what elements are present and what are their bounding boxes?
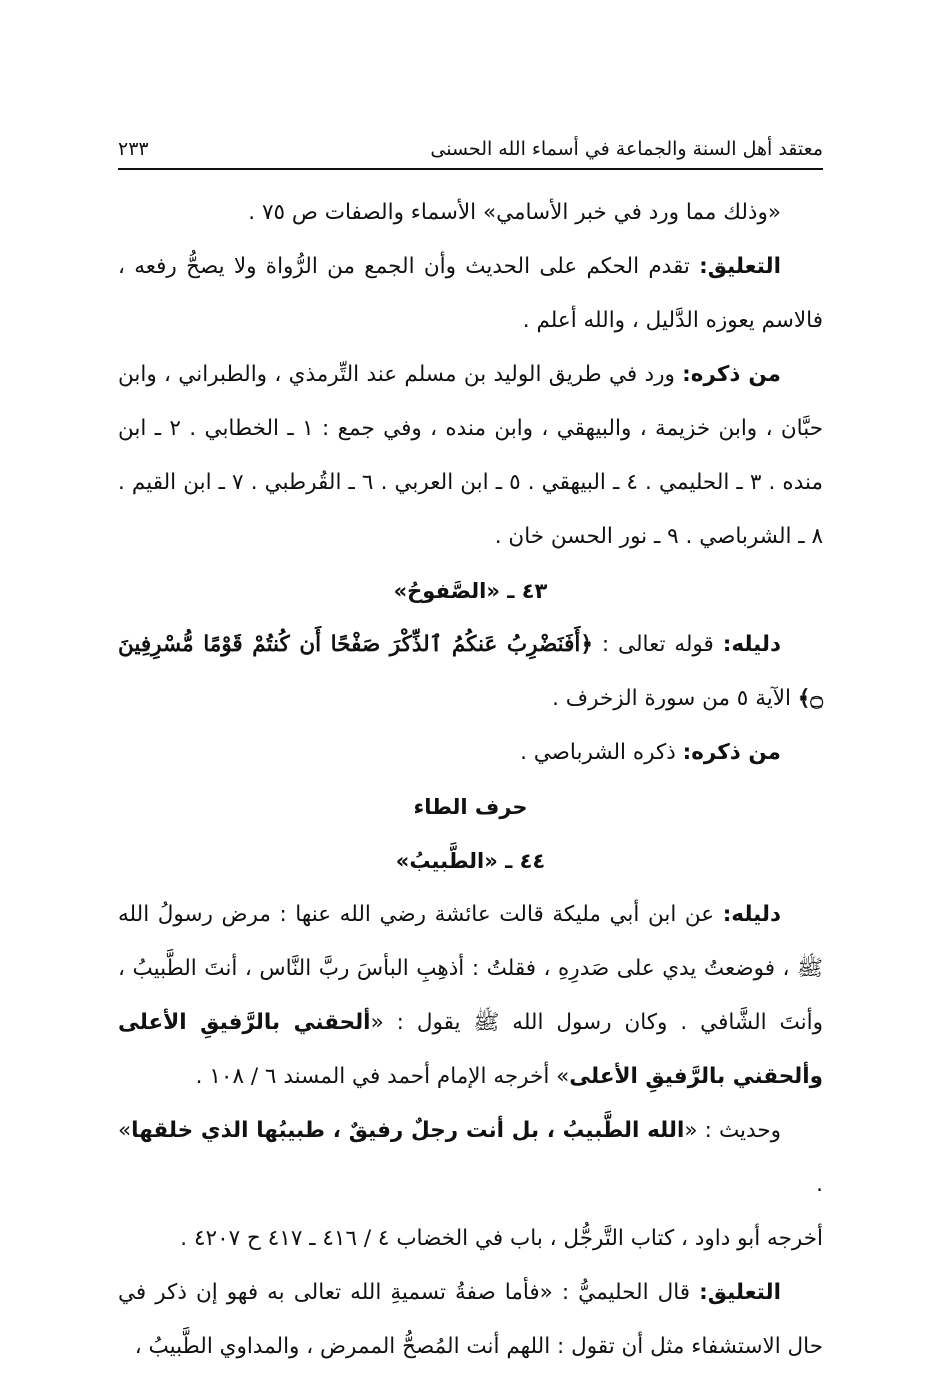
mentioned-by-text: ذكره الشرباصي .: [520, 740, 683, 765]
mentioned-by-text: ورد في طريق الوليد بن مسلم عند التِّرمذي ، والطبراني ، وابن حبَّان ، وابن خزيمة ، والبيهقي ، وابن منده ، وفي جمع : ١ ـ الخطابي . ٢ ـ ابن منده . ٣ ـ الحليمي . ٤ ـ البيهقي . ٥ ـ ابن العربي . ٦ ـ القُرطبي . ٧ ـ ابن القيم . ٨ ـ الشرباصي . ٩ ـ نور الحسن خان .: [118, 362, 823, 549]
verse-reference: الآية ٥ من سورة الزخرف .: [552, 686, 798, 711]
page-number: ٢٣٣: [118, 138, 149, 160]
header-rule: [118, 168, 823, 170]
mentioned-by-label: من ذكره:: [682, 362, 781, 387]
paragraph-comment-2: [118, 1266, 823, 1374]
comment-label: التعليق:: [699, 254, 781, 279]
hadith-intro: وحديث : «: [684, 1118, 781, 1143]
page-body: [118, 186, 823, 1374]
hadith-close: » .: [118, 1118, 823, 1197]
evidence-label: دليله:: [722, 632, 782, 657]
comment-text: تقدم الحكم على الحديث وأن الجمع من الرُّواة ولا يصحُّ رفعه ، فالاسم يعوزه الدَّليل ، والله أعلم .: [118, 254, 823, 333]
hadith-reference: » أخرجه الإمام أحمد في المسند ٦ / ١٠٨ .: [195, 1064, 570, 1089]
evidence-label: دليله:: [722, 902, 781, 927]
hadith-bold: ألحقني بالرَّفيقِ الأعلى وألحقني بالرَّفيقِ الأعلى: [118, 1010, 823, 1089]
heading-name-44: ٤٤ ـ «الطَّبيبُ»: [395, 849, 546, 873]
comment-label: التعليق:: [699, 1280, 781, 1305]
running-title: معتقد أهل السنة والجماعة في أسماء الله الحسنى: [430, 138, 823, 160]
comment-text: قال الحليميُّ : «فأما صفةُ تسميةِ الله تعالى به فهو إن ذكر في حال الاستشفاء مثل أن تقول : اللهم أنت المُصحُّ الممرض ، والمداوي الطَّبيبُ ،: [118, 1280, 823, 1359]
hadith-text: عن ابن أبي مليكة قالت عائشة رضي الله عنها : مرض رسولُ الله ﷺ ، فوضعتُ يدي على صَدرِهِ ، فقلتُ : أذهِبِ البأسَ ربَّ النَّاس ، أنتَ الطَّبيبُ ، وأنتَ الشَّافي . وكان رسول الله ﷺ يقول : «: [118, 902, 823, 1035]
quran-verse: ﴿أَفَنَضْرِبُ عَنكُمُ ٱلذِّكْرَ صَفْحًا أَن كُنتُمْ قَوْمًا مُّسْرِفِينَ ۝﴾: [118, 632, 823, 711]
source-text: «وذلك مما ورد في خبر الأسامي» الأسماء والصفات ص ٧٥ .: [248, 200, 781, 225]
paragraph-hadith-2: [118, 1104, 823, 1212]
paragraph-evidence-44: [118, 888, 823, 1104]
paragraph-evidence-43: [118, 618, 823, 726]
heading-name-43: ٤٣ ـ «الصَّفوحُ»: [393, 579, 548, 603]
running-header: [118, 130, 823, 160]
mentioned-by-label: من ذكره:: [682, 740, 781, 765]
paragraph-hadith-source: [118, 1212, 823, 1266]
paragraph-mentioned-by-1: [118, 348, 823, 564]
heading-letter-ta: حرف الطاء: [413, 795, 528, 819]
hadith-source-text: أخرجه أبو داود ، كتاب التَّرجُّل ، باب في الخضاب ٤ / ٤١٦ ـ ٤١٧ ح ٤٢٠٧ .: [180, 1226, 823, 1251]
evidence-intro: قوله تعالى :: [593, 632, 723, 657]
paragraph-comment-1: [118, 240, 823, 348]
paragraph-source: [118, 186, 823, 240]
paragraph-mentioned-by-43: [118, 726, 823, 780]
hadith-bold-2: الله الطَّبيبُ ، بل أنت رجلٌ رفيقٌ ، طبيبُها الذي خلقها: [131, 1118, 685, 1143]
